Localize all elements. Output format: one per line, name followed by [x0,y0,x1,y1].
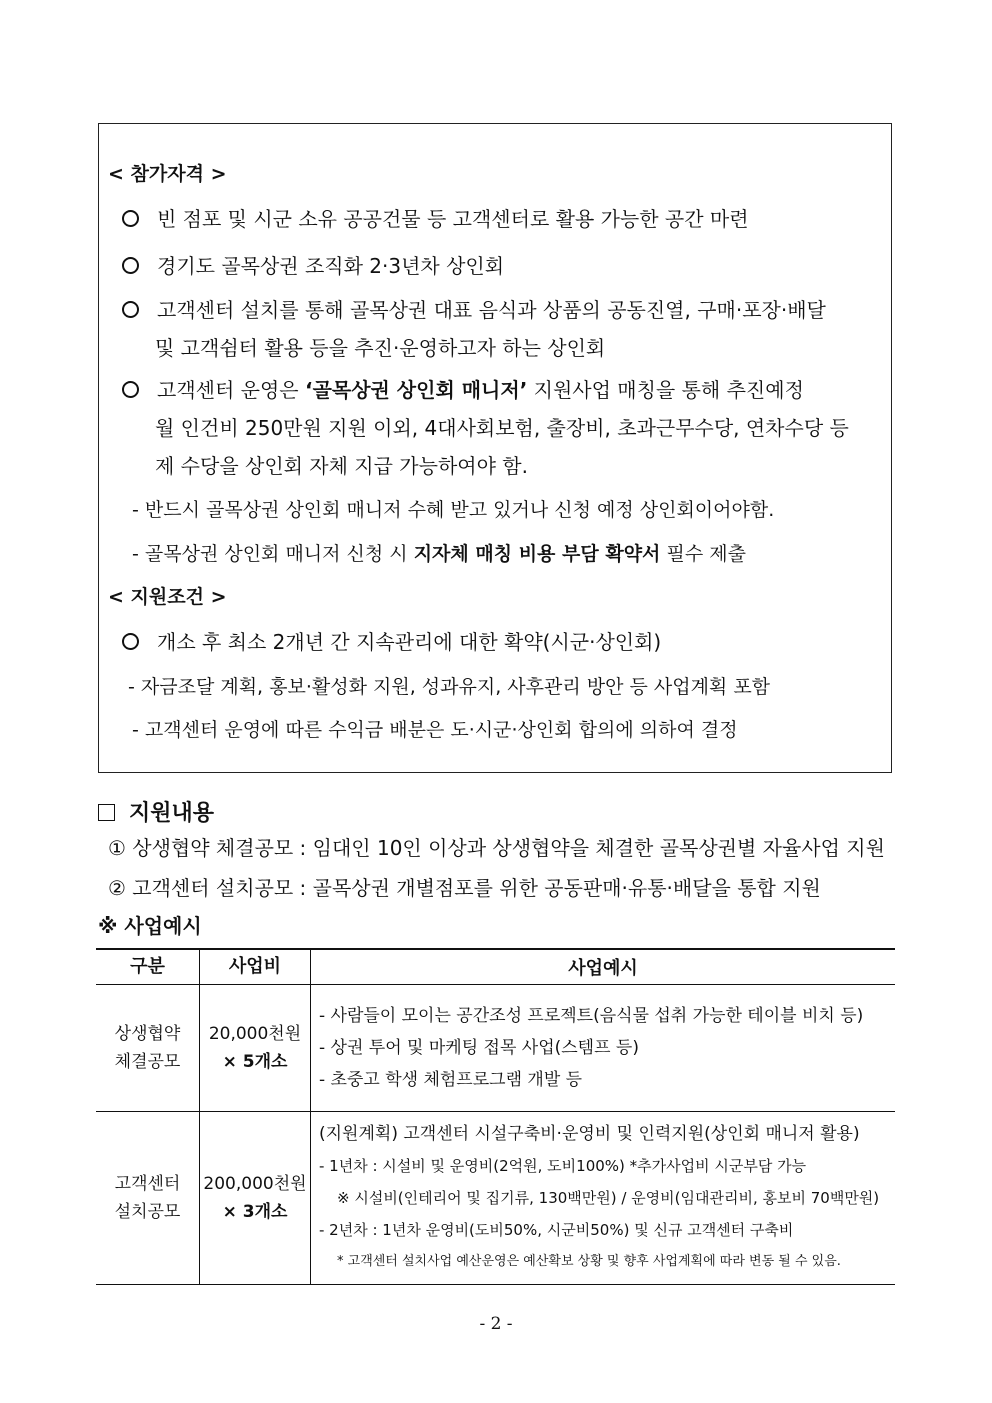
row-cost: 20,000천원 × 5개소 [200,985,311,1112]
eligibility-item-1: 빈 점포 및 시군 소유 공공건물 등 고객센터로 활용 가능한 공간 마련 [122,207,749,231]
row-category: 고객센터 설치공모 [96,1112,200,1285]
eligibility-item-4: 고객센터 운영은 ‘골목상권 상인회 매니저’ 지원사업 매칭을 통해 추진예정 [122,378,804,402]
circle-bullet-icon [122,301,139,318]
header-category: 구분 [96,949,200,985]
conditions-item: 개소 후 최소 2개년 간 지속관리에 대한 확약(시군·상인회) [122,630,661,654]
square-bullet-icon [98,804,115,821]
circle-bullet-icon [122,210,139,227]
table-row [96,1112,895,1285]
eligibility-sub-2: - 골목상권 상인회 매니저 신청 시 지자체 매칭 비용 부담 확약서 필수 제출 [132,543,746,565]
circle-bullet-icon [122,633,139,650]
conditions-heading: < 지원조건 > [108,586,227,608]
eligibility-item-2: 경기도 골목상권 조직화 2·3년차 상인회 [122,254,504,278]
table-row [96,985,895,1112]
support-item-2: ② 고객센터 설치공모 : 골목상권 개별점포를 위한 공동판매·유통·배달을 통합 지원 [108,876,821,900]
eligibility-item-3-cont: 및 고객쉼터 활용 등을 추진·운영하고자 하는 상인회 [155,336,606,360]
table-header-row [96,949,895,985]
eligibility-item-3: 고객센터 설치를 통해 골목상권 대표 음식과 상품의 공동진열, 구매·포장·배달 [122,298,826,322]
header-examples: 사업예시 [311,949,896,985]
eligibility-item-4-cont-1: 월 인건비 250만원 지원 이외, 4대사회보험, 출장비, 초과근무수당, 연차수당 등 [155,416,849,440]
eligibility-item-4-cont-2: 제 수당을 상인회 자체 지급 가능하여야 함. [155,454,528,478]
example-table [96,948,895,1285]
circle-bullet-icon [122,381,139,398]
conditions-sub-1: - 자금조달 계획, 홍보·활성화 지원, 성과유지, 사후관리 방안 등 사업계획 포함 [128,676,771,698]
row-examples: - 사람들이 모이는 공간조성 프로젝트(음식물 섭취 가능한 테이블 비치 등) - 상권 투어 및 마케팅 접목 사업(스템프 등) - 초중고 학생 체험프로그램 개발 등 [311,985,896,1112]
conditions-sub-2: - 고객센터 운영에 따른 수익금 배분은 도·시군·상인회 합의에 의하여 결정 [132,719,738,741]
support-item-1: ① 상생협약 체결공모 : 임대인 10인 이상과 상생협약을 체결한 골목상권별 자율사업 지원 [108,836,885,860]
support-section-title: 지원내용 [98,796,214,827]
example-title: ※ 사업예시 [98,914,202,938]
row-cost: 200,000천원 × 3개소 [200,1112,311,1285]
header-cost: 사업비 [200,949,311,985]
circle-bullet-icon [122,257,139,274]
row-category: 상생협약 체결공모 [96,985,200,1112]
eligibility-heading: < 참가자격 > [108,163,227,185]
page-number: - 2 - [479,1314,513,1334]
eligibility-sub-1: - 반드시 골목상권 상인회 매니저 수혜 받고 있거나 신청 예정 상인회이어야함. [132,499,775,521]
row-examples: (지원계획) 고객센터 시설구축비·운영비 및 인력지원(상인회 매니저 활용) - 1년차 : 시설비 및 운영비(2억원, 도비100%) *추가사업비 시군부담 가능 ※ 시설비(인테리어 및 집기류, 130백만원) / 운영비(임대관리비, 홍보비 70백만원) - 2년차 : 1년차 운영비(도비50%, 시군비50%) 및 신규 고객센터 구축비 * 고객센터 설치사업 예산운영은 예산확보 상황 및 향후 사업계획에 따라 변동 될 수 있음. [311,1112,896,1285]
